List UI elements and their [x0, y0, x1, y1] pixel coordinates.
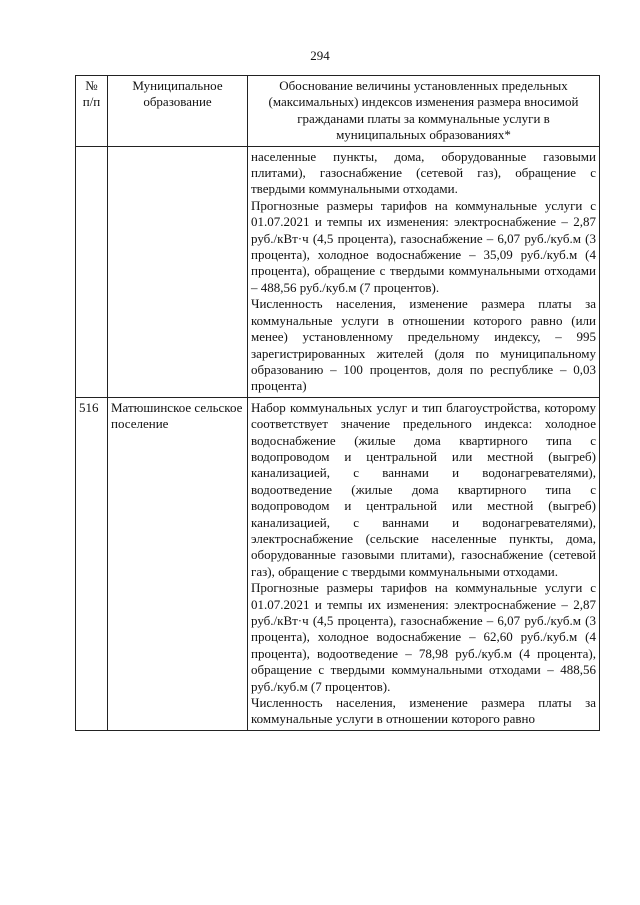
- paragraph-population: Численность населения, изменение размера платы за коммунальные услуги в отношении которого равно: [251, 695, 596, 727]
- row-num-cell: 516: [76, 397, 108, 730]
- table-header-row: [76, 76, 600, 147]
- header-justification: Обоснование величины установленных предельных (максимальных) индексов изменения размера вносимой гражданами платы за коммунальные услуги в муниципальных образованиях*: [248, 76, 600, 147]
- row-num-cell: [76, 146, 108, 397]
- header-municipality: Муниципальное образование: [108, 76, 248, 147]
- row-justification-cell: [248, 146, 600, 397]
- row-municipality-cell: [108, 146, 248, 397]
- paragraph-tariffs: Прогнозные размеры тарифов на коммунальные услуги с 01.07.2021 и темпы их изменения: электроснабжение – 2,87 руб./кВт·ч (4,5 процента), газоснабжение – 6,07 руб./куб.м (3 процента), холодное водоснабжение – 62,60 руб./куб.м (4 процента), водоотведение – 78,98 руб./куб.м (4 процента), обращение с твердыми коммунальными отходами – 488,56 руб./куб.м (7 процентов).: [251, 580, 596, 694]
- paragraph-services: Набор коммунальных услуг и тип благоустройства, которому соответствует значение предельного индекса: холодное водоснабжение (жилые дома квартирного типа с водопроводом и центральной или местной (выгреб) канализацией, с ваннами и водонагревателями), водоотведение (жилые дома квартирного типа с водопроводом и центральной или местной (выгреб) канализацией, с ваннами и водонагревателями), электроснабжение (сельские населенные пункты, дома, оборудованные газовыми плитами), газоснабжение (сетевой газ), обращение с твердыми коммунальными отходами.: [251, 399, 596, 579]
- page-number: 294: [310, 48, 330, 63]
- header-num: № п/п: [76, 76, 108, 147]
- row-municipality-cell: Матюшинское сельское поселение: [108, 397, 248, 730]
- tariff-table: [75, 75, 600, 731]
- row-justification-cell: [248, 397, 600, 730]
- paragraph-tariffs: Прогнозные размеры тарифов на коммунальные услуги с 01.07.2021 и темпы их изменения: электроснабжение – 2,87 руб./кВт·ч (4,5 процента), газоснабжение – 6,07 руб./куб.м (3 процента), холодное водоснабжение – 35,09 руб./куб.м (4 процента), обращение с твердыми коммунальными отходами – 488,56 руб./куб.м (7 процентов).: [251, 197, 596, 295]
- table-row: [76, 397, 600, 730]
- paragraph-services: населенные пункты, дома, оборудованные газовыми плитами), газоснабжение (сетевой газ), обращение с твердыми коммунальными отходами.: [251, 148, 596, 197]
- table-row: [76, 146, 600, 397]
- paragraph-population: Численность населения, изменение размера платы за коммунальные услуги в отношении которого равно (или менее) установленному предельному индексу, – 995 зарегистрированных жителей (доля по муниципальному образованию – 100 процентов, доля по республике – 0,03 процента): [251, 296, 596, 394]
